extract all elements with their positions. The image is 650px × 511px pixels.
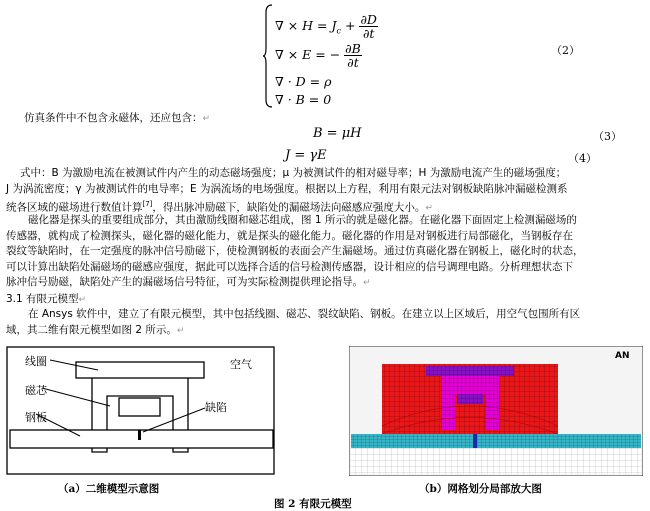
coil-lower [119,398,160,416]
equation-3: B = μH [313,126,362,141]
coil-mesh-upper [426,366,514,376]
equation-number-2: （2） [551,44,580,57]
caption-a: （a）二维模型示意图 [58,483,160,495]
ansys-paragraph: 在 Ansys 软件中，建立了有限元模型，其中包括线圈、磁芯、裂纹缺陷、钢板。在建立以上区域后，用空气包围所有区 域，其二维有限元模型如图 2 所示。↵ [6,308,581,336]
plate-mesh [351,434,641,448]
label-core: 磁芯 [25,384,47,397]
label-plate: 钢板 [25,411,47,424]
maxwell-eq-3: ∇ · D = ρ [275,74,332,89]
symbols-paragraph: 式中：B 为激励电流在被测试件内产生的动态磁场强度；μ 为被测试件的相对磁导率；H 为激励电流产生的磁场强度； J 为涡流密度；γ 为被测试件的电导率；E 为涡流场的电场强度。根据以上方程，利用有限元法对钢板缺陷脉冲漏磁检测系 统各区域的磁场进行数值计算[7]，得出脉冲励磁下，缺陷处的漏磁场法向磁感应强度大小。↵ [6,167,568,214]
maxwell-eq-4: ∇ · B = 0 [275,92,332,107]
equation-number-3: （3） [593,130,622,143]
defect-crack [138,430,141,440]
left-brace [262,4,274,108]
steel-plate [10,430,273,448]
equation-number-4: （4） [568,152,597,165]
intro-paragraph: 仿真条件中不包含永磁体，还应包含：↵ [24,112,211,124]
label-defect: 缺陷 [205,401,227,414]
ansys-logo: AN [615,351,630,361]
yoke-paragraph: 磁化器是探头的重要组成部分，其由激励线圈和磁芯组成，图 1 所示的就是磁化器。在磁化器下面固定上检测漏磁场的 传感器，就构成了检测探头，磁化器的磁化能力，就是探头的磁化能力。磁化器的作用是对钢板进行局部磁化，当钢板存在 裂纹等缺陷时，在一定强度的脉冲信号励磁下，使检测钢板的表面会产生漏磁场。通过仿真磁化器在钢板上，磁化时的状态， 可以计算出缺陷处漏磁场的磁感应强度，据此可以选择合适的信号检测传感器，设计相应的信号调理电路。分析理想状态下 脉冲信号励磁，缺陷处产生的漏磁场信号特征，可为实际检测提供理论指导。↵ [6,214,584,288]
caption-b: （b）网格划分局部放大图 [419,483,542,495]
label-air: 空气 [230,358,252,371]
coil-upper [76,362,204,378]
maxwell-eq-1: ∇ × $H = J_c$ + $\frac{\partial D}{\partial t}$ [275,12,377,41]
equation-4: J = γE [285,148,327,163]
maxwell-system [262,4,382,108]
defect-mesh [473,434,477,448]
figure-b-mesh [349,346,643,476]
section-heading: 3.1 有限元模型↵ [6,293,87,305]
label-coil: 线圈 [25,355,47,368]
maxwell-eq-2: ∇ × E = − $\frac{\partial B}{\partial t}$ [275,41,361,70]
caption-main: 图 2 有限元模型 [274,498,352,510]
coil-mesh-lower [457,394,483,404]
